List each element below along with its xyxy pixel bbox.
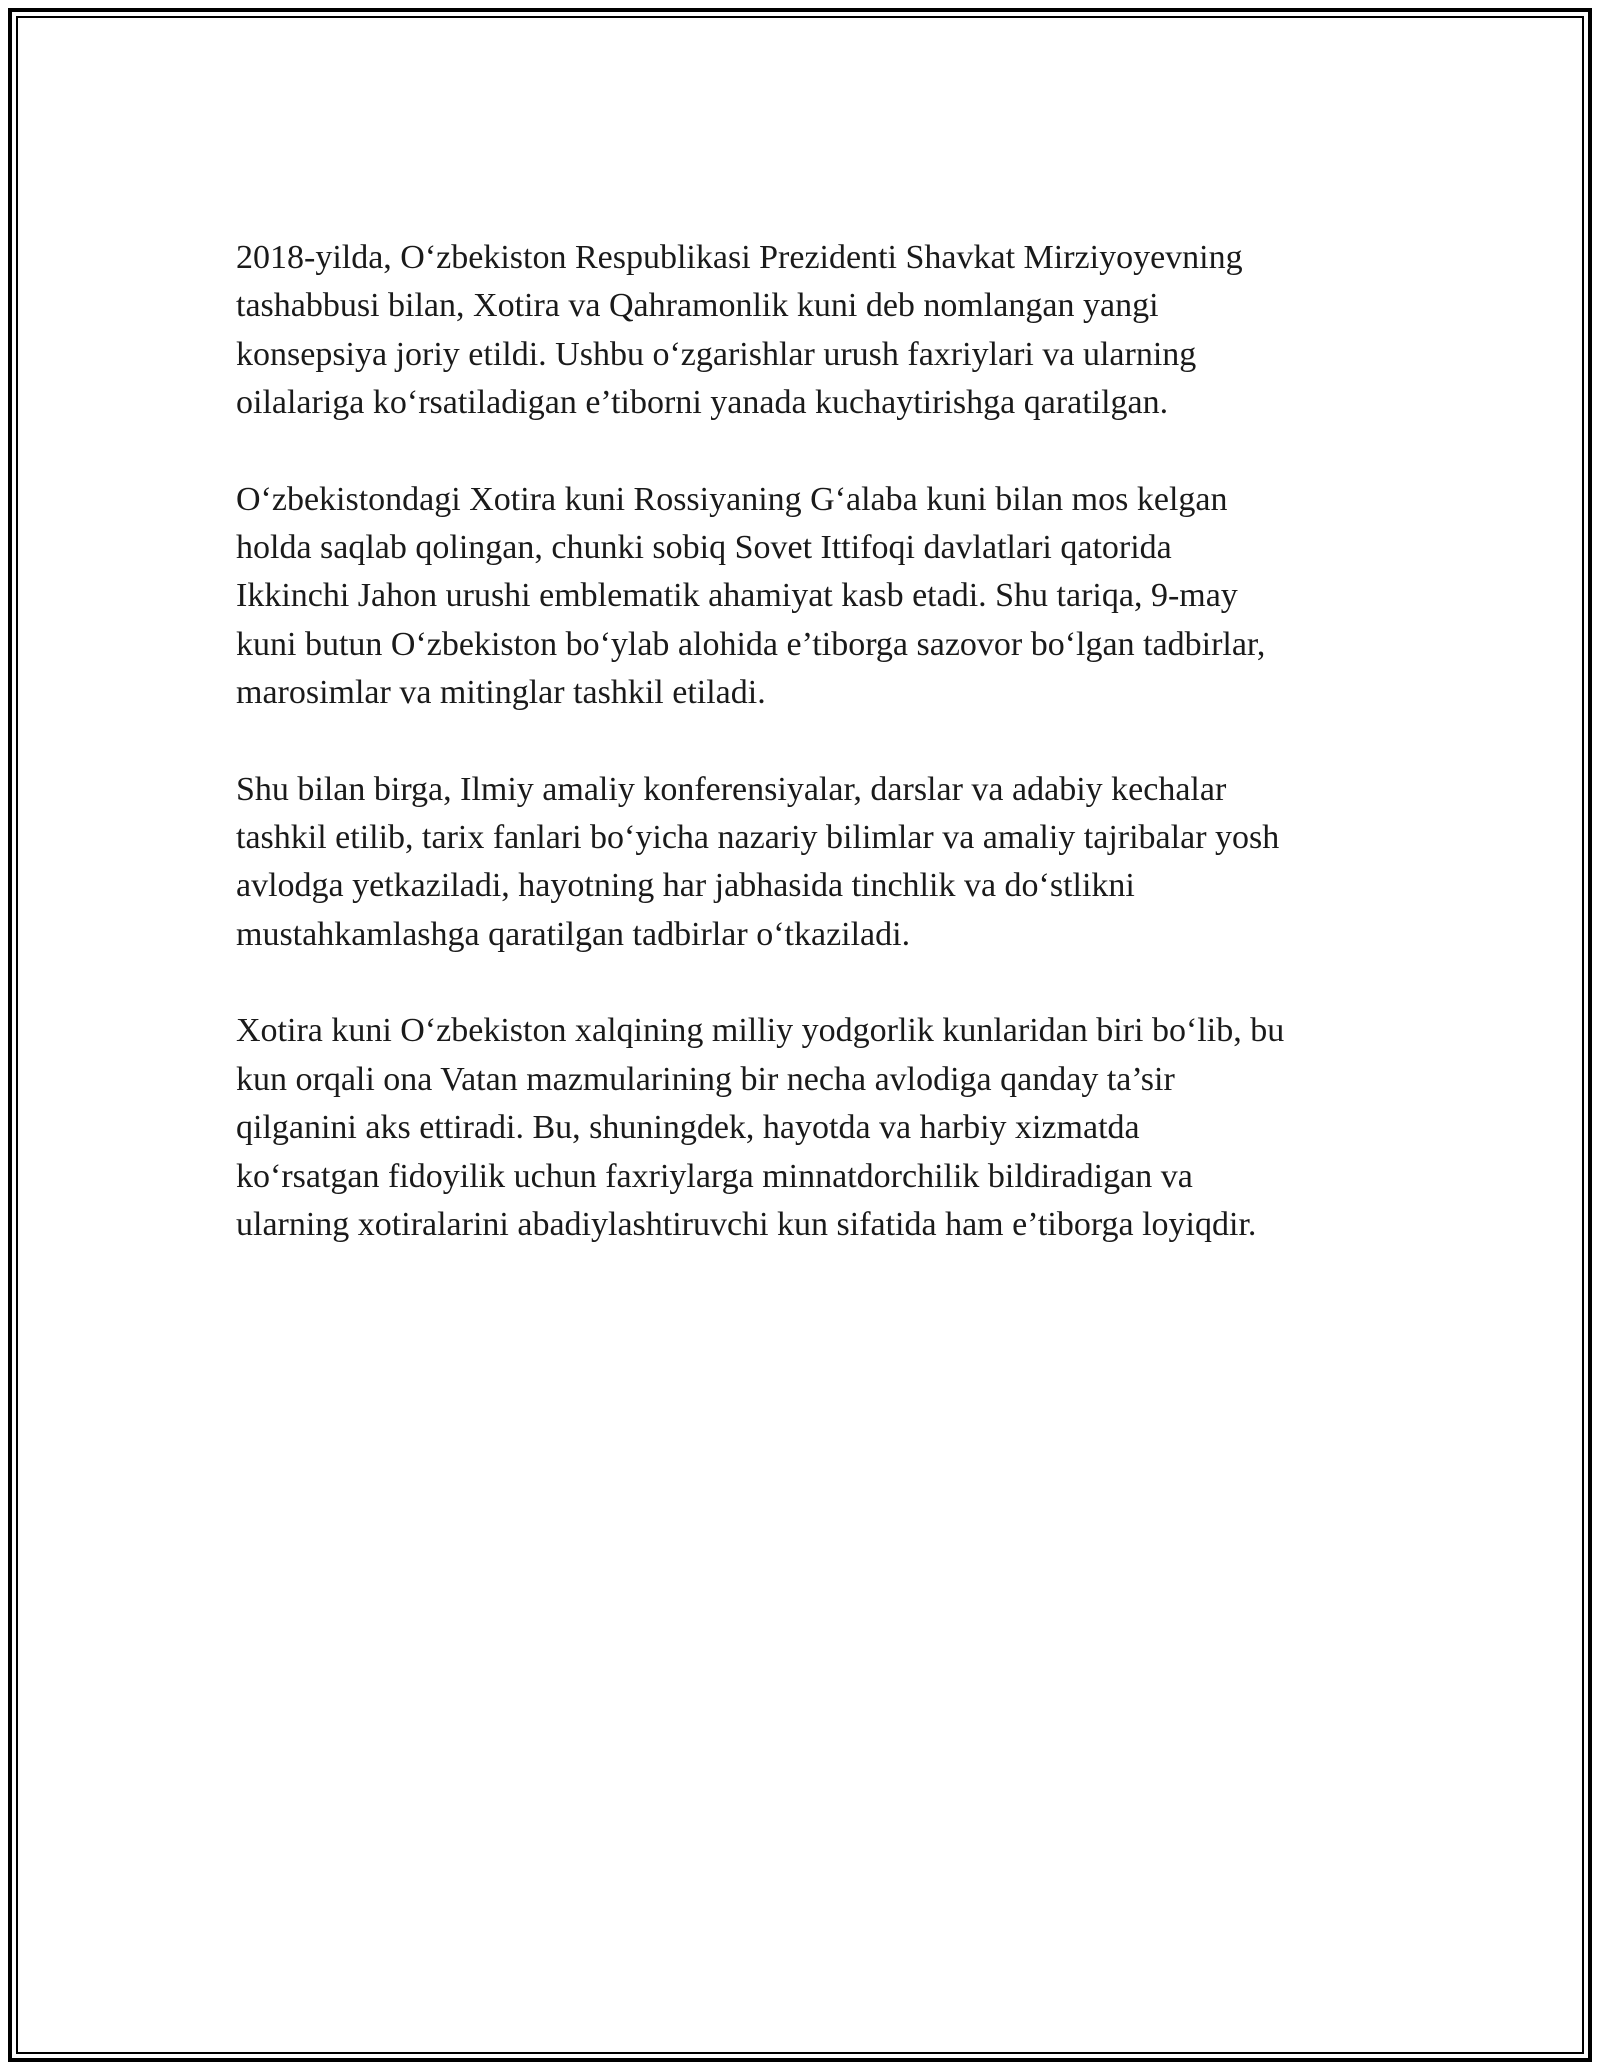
paragraph-line: Shu bilan birga, Ilmiy amaliy konferensiyalar, darslar va adabiy kechalar <box>236 770 1227 808</box>
paragraph-line: kun orqali ona Vatan mazmularining bir necha avlodiga qanday ta’sir <box>236 1060 1175 1098</box>
paragraph-line: ko‘rsatgan fidoyilik uchun faxriylarga minnatdorchilik bildiradigan va <box>236 1157 1193 1195</box>
paragraph-line: oilalariga ko‘rsatiladigan e’tiborni yanada kuchaytirishga qaratilgan. <box>236 384 1169 422</box>
paragraph-line: avlodga yetkaziladi, hayotning har jabhasida tinchlik va do‘stlikni <box>236 867 1135 905</box>
paragraph-line: qilganini aks ettiradi. Bu, shuningdek, hayotda va harbiy xizmatda <box>236 1109 1140 1147</box>
paragraph-line: marosimlar va mitinglar tashkil etiladi. <box>236 674 766 712</box>
paragraph-1 <box>236 234 1388 428</box>
paragraph-line: ularning xotiralarini abadiylashtiruvchi kun sifatida ham e’tiborga loyiqdir. <box>236 1205 1257 1243</box>
paragraph-line: tashkil etilib, tarix fanlari bo‘yicha nazariy bilimlar va amaliy tajribalar yosh <box>236 819 1280 857</box>
paragraph-line: konsepsiya joriy etildi. Ushbu o‘zgarishlar urush faxriylari va ularning <box>236 335 1197 373</box>
paragraph-line: kuni butun O‘zbekiston bo‘ylab alohida e’tiborga sazovor bo‘lgan tadbirlar, <box>236 625 1266 663</box>
paragraph-line: mustahkamlashga qaratilgan tadbirlar o‘tkaziladi. <box>236 915 911 953</box>
paragraph-line: holda saqlab qolingan, chunki sobiq Sovet Ittifoqi davlatlari qatorida <box>236 529 1172 567</box>
paragraph-2 <box>236 476 1388 718</box>
paragraph-4 <box>236 1007 1388 1249</box>
paragraph-line: Ikkinchi Jahon urushi emblematik ahamiyat kasb etadi. Shu tariqa, 9-may <box>236 577 1238 615</box>
paragraph-line: O‘zbekistondagi Xotira kuni Rossiyaning G‘alaba kuni bilan mos kelgan <box>236 480 1228 518</box>
paragraph-line: tashabbusi bilan, Xotira va Qahramonlik kuni deb nomlangan yangi <box>236 287 1159 325</box>
paragraph-line: 2018-yilda, O‘zbekiston Respublikasi Prezidenti Shavkat Mirziyoyevning <box>236 239 1243 276</box>
paragraph-line: Xotira kuni O‘zbekiston xalqining milliy yodgorlik kunlaridan biri bo‘lib, bu <box>236 1012 1285 1050</box>
paragraph-3 <box>236 766 1388 960</box>
document-body <box>236 234 1388 1249</box>
